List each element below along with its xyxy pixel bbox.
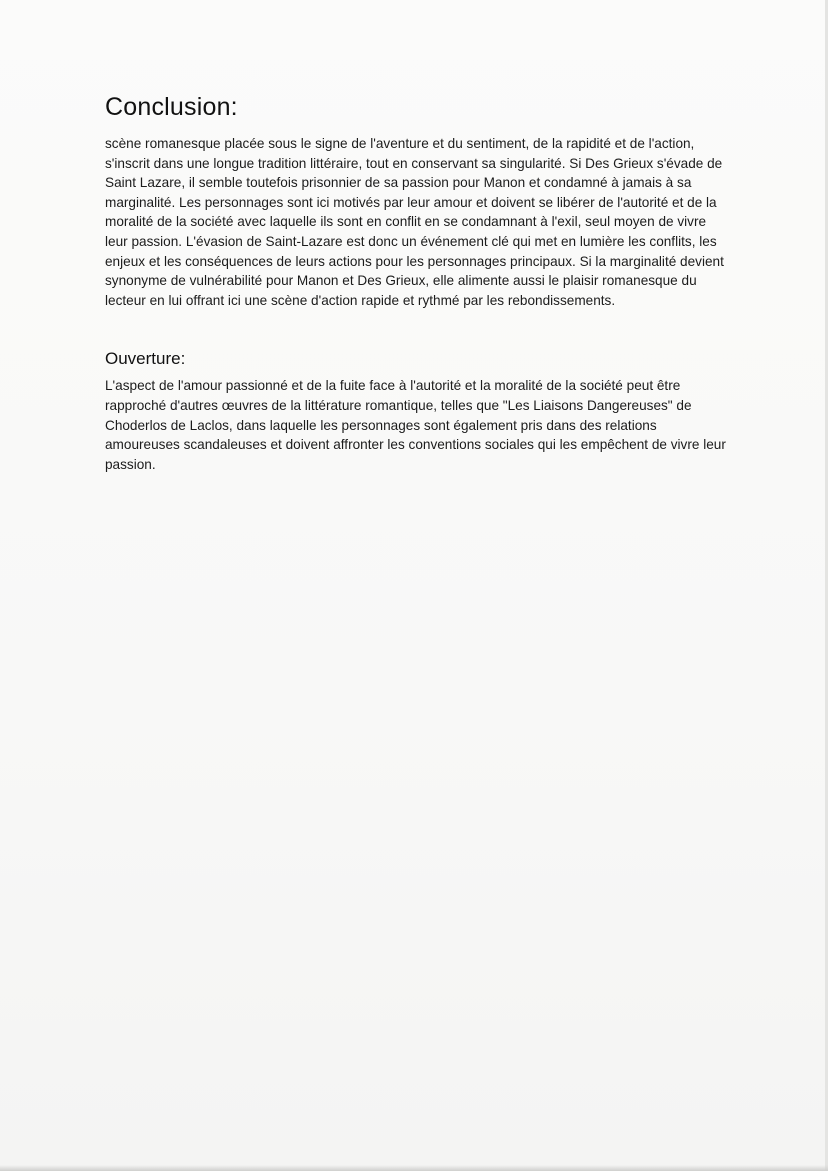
page-bottom-edge <box>0 1165 828 1171</box>
conclusion-paragraph: scène romanesque placée sous le signe de l'aventure et du sentiment, de la rapidité et de l'action, s'inscrit dans une longue tradition littéraire, tout en conservant sa singularité. Si Des Grieux s'évade de Saint Lazare, il semble toutefois prisonnier de sa passion pour Manon et condamné à jamais à sa marginalité. Les personnages sont ici motivés par leur amour et doivent se libérer de l'autorité et de la moralité de la société avec laquelle ils sont en conflit en se condamnant à l'exil, seul moyen de vivre leur passion. L'évasion de Saint-Lazare est donc un événement clé qui met en lumière les conflits, les enjeux et les conséquences de leurs actions pour les personnages principaux. Si la marginalité devient synonyme de vulnérabilité pour Manon et Des Grieux, elle alimente aussi le plaisir romanesque du lecteur en lui offrant ici une scène d'action rapide et rythmé par les rebondissements. <box>105 136 724 308</box>
conclusion-heading: Conclusion: <box>105 93 238 121</box>
ouverture-heading: Ouverture: <box>105 349 186 369</box>
document-body <box>105 88 730 474</box>
ouverture-paragraph: L'aspect de l'amour passionné et de la fuite face à l'autorité et la moralité de la société peut être rapproché d'autres œuvres de la littérature romantique, telles que "Les Liaisons Dangereuses" de Choderlos de Laclos, dans laquelle les personnages sont également pris dans des relations amoureuses scandaleuses et doivent affronter les conventions sociales qui les empêchent de vivre leur passion. <box>105 378 726 472</box>
